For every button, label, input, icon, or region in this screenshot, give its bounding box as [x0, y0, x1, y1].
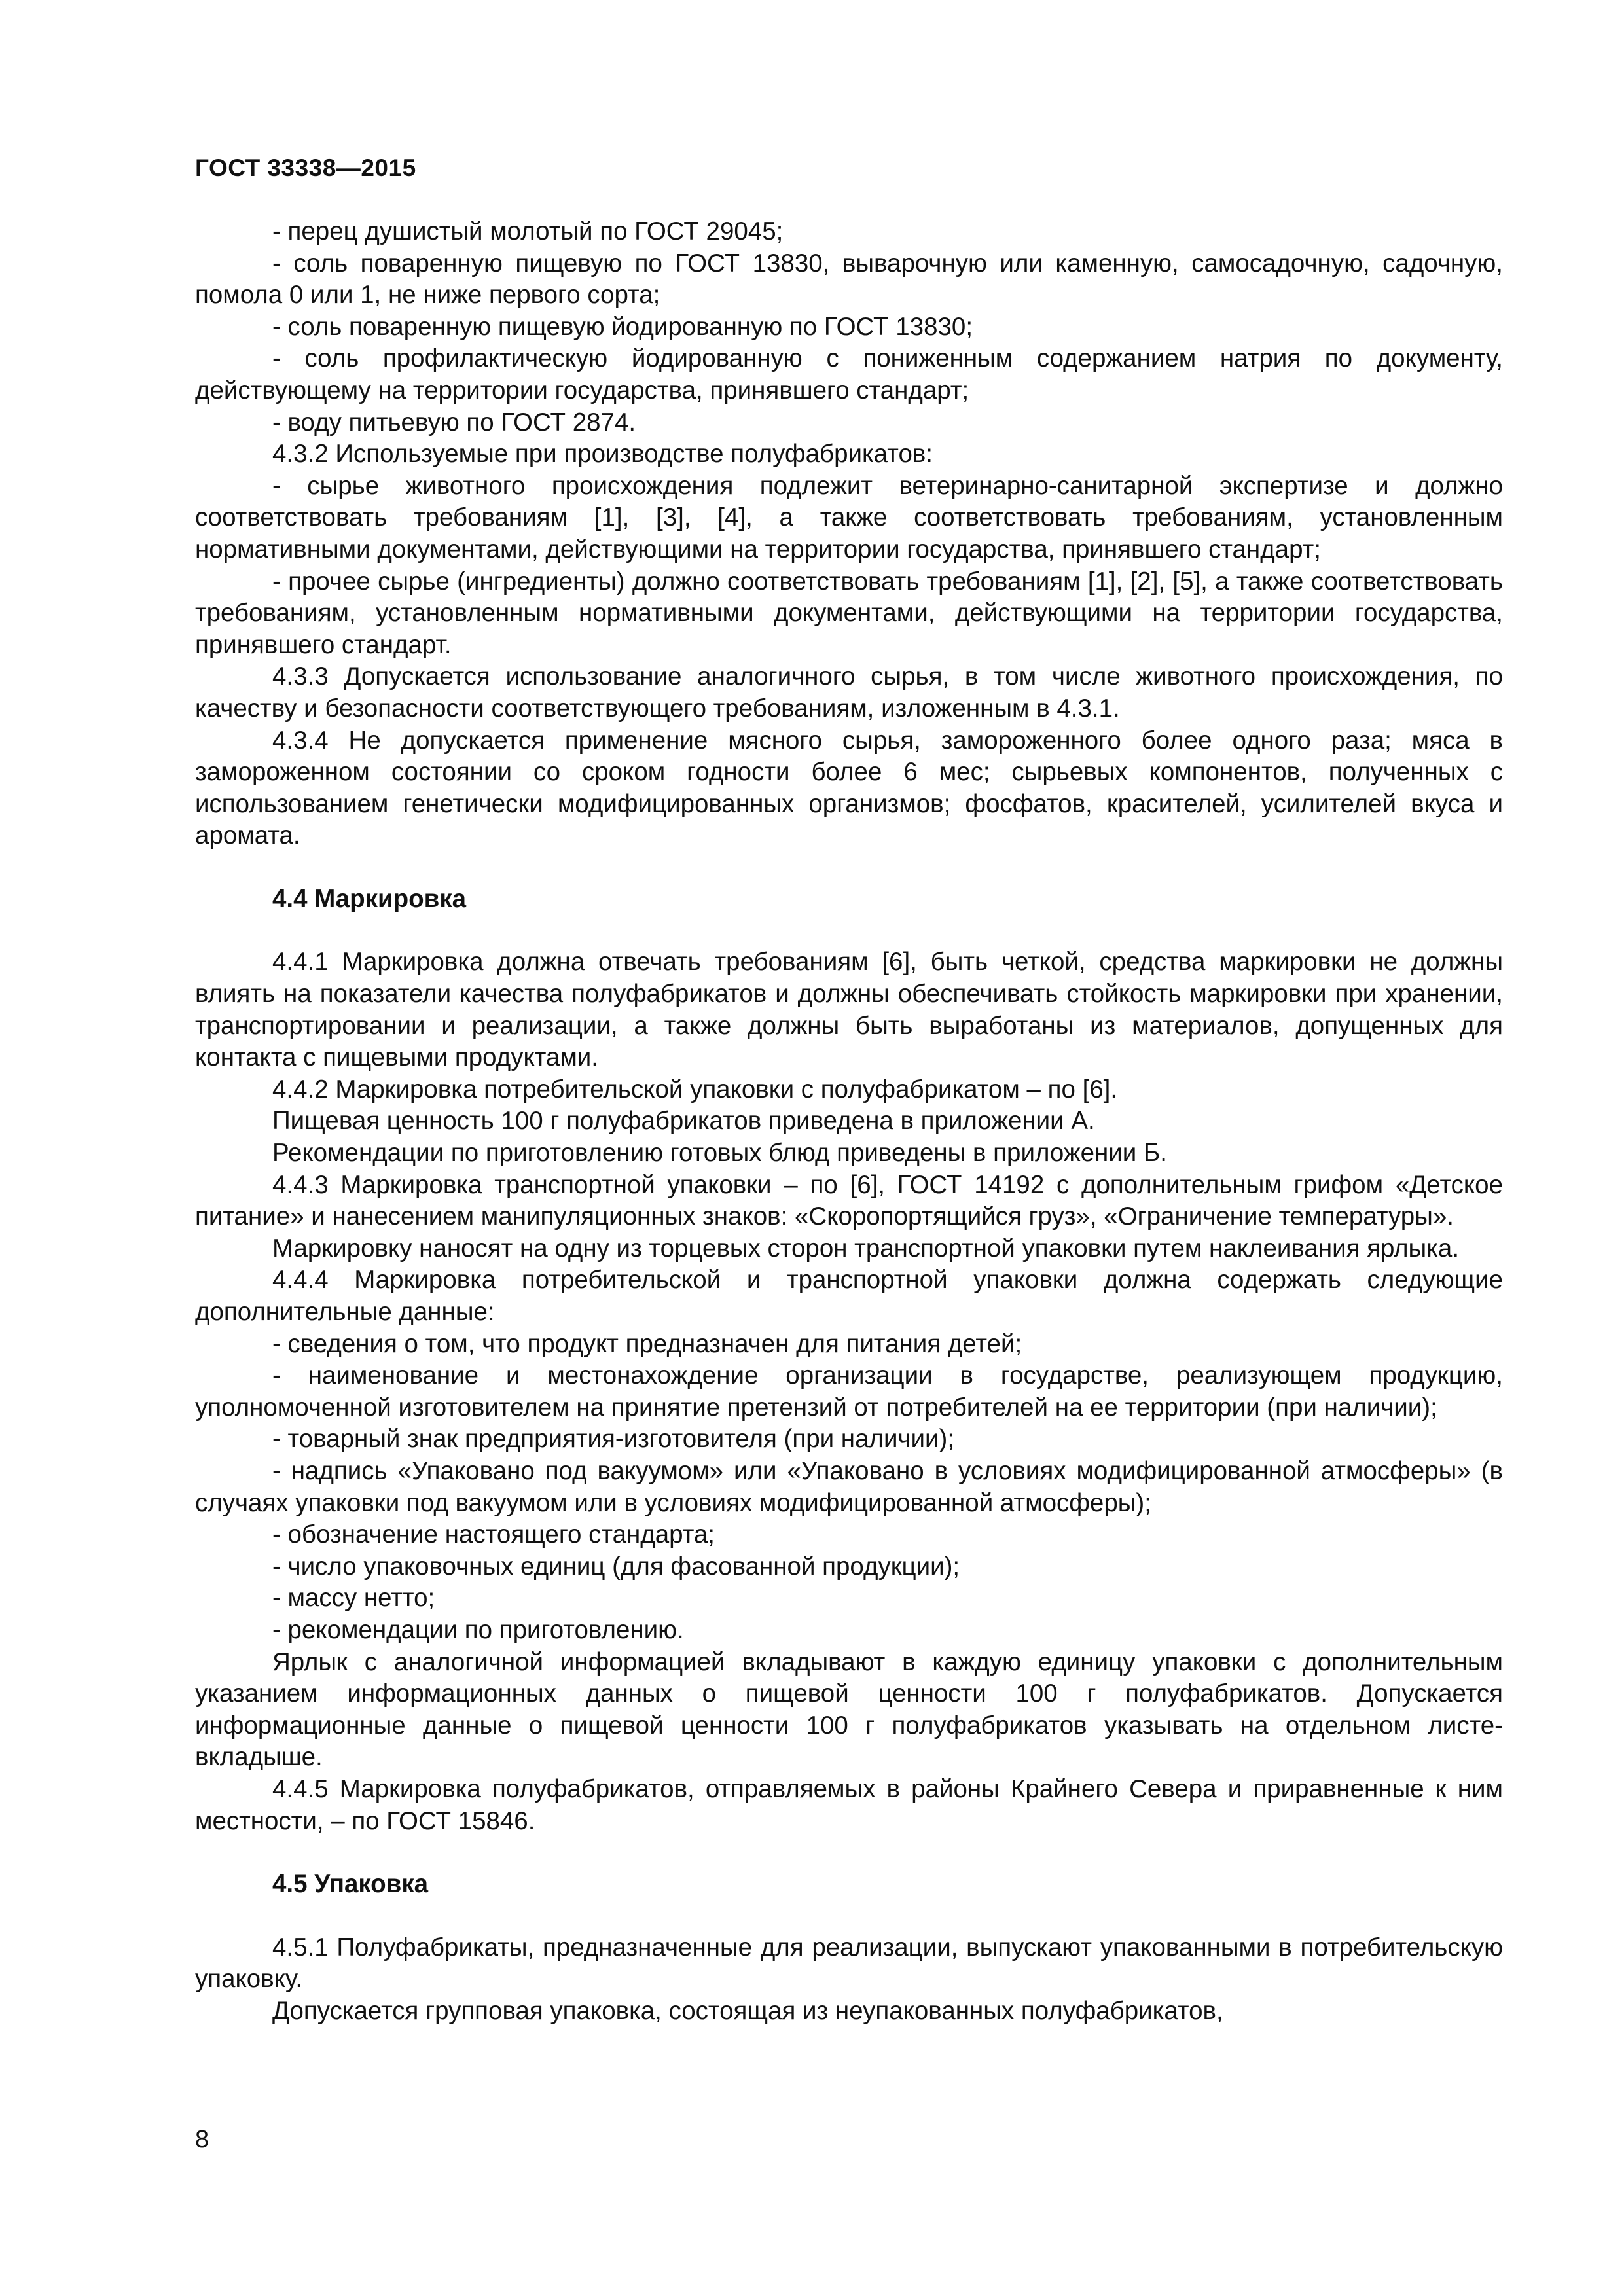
- clause-paragraph: Рекомендации по приготовлению готовых блюд приведены в приложении Б.: [272, 1139, 1167, 1168]
- clause-paragraph: Ярлык с аналогичной информацией вкладывают в каждую единицу упаковки с дополнительным указанием информационных данных о пищевой ценности 100 г полуфабрикатов. Допускается информационные данные о пищевой ценности 100 г полуфабрикатов указывать на отдельном листе-вкладыше.: [195, 1647, 1503, 1772]
- list-item: - сведения о том, что продукт предназначен для питания детей;: [272, 1329, 1022, 1358]
- list-item: - наименование и местонахождение организации в государстве, реализующем продукцию, уполномоченной изготовителем на принятие претензий от потребителей на ее территории (при наличии);: [195, 1361, 1503, 1422]
- list-item: - перец душистый молотый по ГОСТ 29045;: [272, 217, 784, 245]
- clause-paragraph: 4.4.3 Маркировка транспортной упаковки – по [6], ГОСТ 14192 с дополнительным грифом «Детское питание» и нанесением манипуляционных знаков: «Скоропортящийся груз», «Ограничение температуры».: [195, 1170, 1503, 1231]
- page-number: 8: [195, 2126, 209, 2153]
- list-item: - воду питьевую по ГОСТ 2874.: [272, 408, 636, 437]
- list-item: - обозначение настоящего стандарта;: [272, 1520, 715, 1549]
- document-body: [195, 216, 1503, 2027]
- clause-paragraph: 4.5.1 Полуфабрикаты, предназначенные для реализации, выпускают упакованными в потребительскую упаковку.: [195, 1933, 1503, 1994]
- clause-paragraph: Маркировку наносят на одну из торцевых сторон транспортной упаковки путем наклеивания ярлыка.: [272, 1234, 1460, 1263]
- clause-paragraph: 4.4.1 Маркировка должна отвечать требованиям [6], быть четкой, средства маркировки не должны влиять на показатели качества полуфабрикатов и должны обеспечивать стойкость маркировки при хранении, транспортировании и реализации, а также должны быть выработаны из материалов, допущенных для контакта с пищевыми продуктами.: [195, 948, 1503, 1072]
- clause-paragraph: 4.4.5 Маркировка полуфабрикатов, отправляемых в районы Крайнего Севера и приравненные к ним местности, – по ГОСТ 15846.: [195, 1774, 1503, 1835]
- clause-paragraph: Допускается групповая упаковка, состоящая из неупакованных полуфабрикатов,: [272, 1996, 1223, 2025]
- clause-paragraph: 4.4.2 Маркировка потребительской упаковки с полуфабрикатом – по [6].: [272, 1075, 1118, 1103]
- list-item: - товарный знак предприятия-изготовителя (при наличии);: [272, 1425, 955, 1454]
- clause-paragraph: Пищевая ценность 100 г полуфабрикатов приведена в приложении А.: [272, 1107, 1095, 1136]
- list-item: - соль поваренную пищевую йодированную по ГОСТ 13830;: [272, 312, 973, 341]
- section-heading-packaging: 4.5 Упаковка: [272, 1870, 428, 1899]
- section-heading-marking: 4.4 Маркировка: [272, 884, 467, 913]
- list-item: - надпись «Упаковано под вакуумом» или «Упаковано в условиях модифицированной атмосферы» (в случаях упаковки под вакуумом или в условиях модифицированной атмосферы);: [195, 1456, 1503, 1517]
- list-item: - массу нетто;: [272, 1584, 435, 1613]
- clause-paragraph: 4.3.4 Не допускается применение мясного сырья, замороженного более одного раза; мяса в замороженном состоянии со сроком годности более 6 мес; сырьевых компонентов, полученных с использованием генетически модифицированных организмов; фосфатов, красителей, усилителей вкуса и аромата.: [195, 726, 1503, 850]
- list-item: - прочее сырье (ингредиенты) должно соответствовать требованиям [1], [2], [5], а также соответствовать требованиям, установленным нормативными документами, действующими на территории государства, принявшего стандарт.: [195, 567, 1503, 659]
- document-header: ГОСТ 33338—2015: [195, 154, 416, 181]
- list-item: - сырье животного происхождения подлежит ветеринарно-санитарной экспертизе и должно соответствовать требованиям [1], [3], [4], а также соответствовать требованиям, установленным нормативными документами, действующими на территории государства, принявшего стандарт;: [195, 471, 1503, 564]
- clause-paragraph: 4.3.2 Используемые при производстве полуфабрикатов:: [272, 440, 933, 469]
- list-item: - соль профилактическую йодированную с пониженным содержанием натрия по документу, действующему на территории государства, принявшего стандарт;: [195, 344, 1503, 404]
- list-item: - рекомендации по приготовлению.: [272, 1615, 684, 1644]
- list-item: - число упаковочных единиц (для фасованной продукции);: [272, 1552, 960, 1581]
- list-item: - соль поваренную пищевую по ГОСТ 13830, выварочную или каменную, самосадочную, садочную, помола 0 или 1, не ниже первого сорта;: [195, 249, 1503, 310]
- clause-paragraph: 4.4.4 Маркировка потребительской и транспортной упаковки должна содержать следующие дополнительные данные:: [195, 1266, 1503, 1326]
- clause-paragraph: 4.3.3 Допускается использование аналогичного сырья, в том числе животного происхождения, по качеству и безопасности соответствующего требованиям, изложенным в 4.3.1.: [195, 662, 1503, 723]
